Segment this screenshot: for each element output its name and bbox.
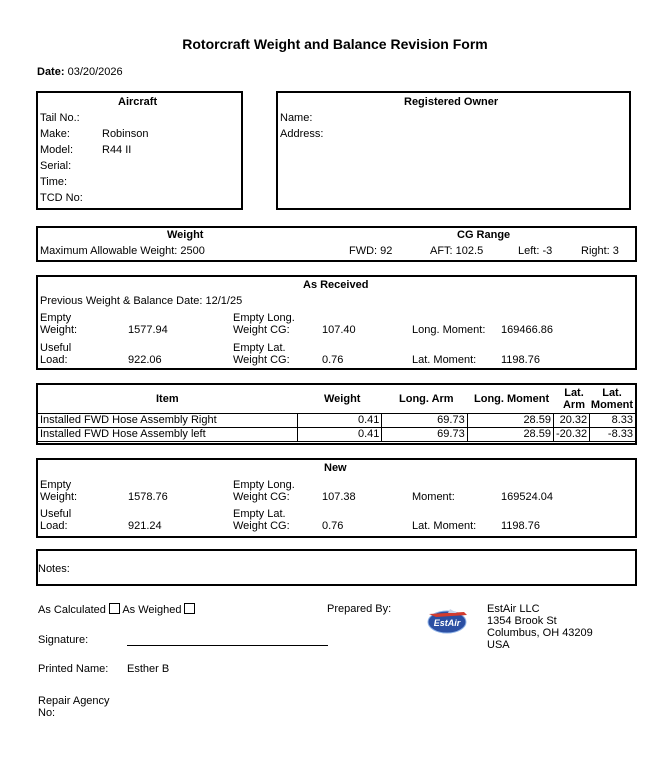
cell-item: Installed FWD Hose Assembly left xyxy=(38,428,298,442)
logo-text: EstAir xyxy=(433,618,461,628)
company-street: 1354 Brook St xyxy=(487,615,557,627)
printed-name-label: Printed Name: xyxy=(38,663,109,675)
model-value: R44 II xyxy=(102,144,132,156)
cell-lat-arm: -20.32 xyxy=(553,428,589,442)
new-empty-weight-label-2: Weight: xyxy=(40,491,78,503)
new-empty-lat-label-1: Empty Lat. xyxy=(233,508,286,520)
ar-empty-lat-label-2: Weight CG: xyxy=(233,354,290,366)
new-empty-lat-label-2: Weight CG: xyxy=(233,520,290,532)
ar-empty-lat-value: 0.76 xyxy=(322,354,344,366)
ar-empty-weight-label-1: Empty xyxy=(40,312,72,324)
new-empty-long-value: 107.38 xyxy=(322,491,356,503)
new-useful-label-2: Load: xyxy=(40,520,68,532)
weight-heading: Weight xyxy=(167,229,204,241)
table-row xyxy=(38,428,636,442)
ar-empty-weight-label xyxy=(40,312,77,336)
th-lat-arm xyxy=(558,387,590,411)
cell-weight: 0.41 xyxy=(298,414,382,428)
new-useful-label xyxy=(40,508,71,532)
company-country: USA xyxy=(487,639,510,651)
printed-name-value: Esther B xyxy=(127,663,170,675)
date-label: Date: xyxy=(37,66,65,78)
new-moment-value: 169524.04 xyxy=(501,491,553,503)
tcd-label: TCD No: xyxy=(40,192,83,204)
items-table xyxy=(37,413,636,442)
cell-long-moment: 28.59 xyxy=(467,414,553,428)
prepared-by-label: Prepared By: xyxy=(327,603,392,615)
as-weighed-checkbox[interactable] xyxy=(184,603,195,614)
th-item: Item xyxy=(156,393,179,405)
th-lat-arm-2: Arm xyxy=(562,399,585,411)
cg-fwd: FWD: 92 xyxy=(349,245,393,257)
new-lat-moment-value: 1198.76 xyxy=(501,520,540,532)
logo-plane xyxy=(448,609,457,613)
ar-useful-label-2: Load: xyxy=(40,354,68,366)
ar-empty-long-value: 107.40 xyxy=(322,324,356,336)
th-weight: Weight xyxy=(324,393,361,405)
ar-lat-moment-label: Lat. Moment: xyxy=(412,354,477,366)
ar-useful-label xyxy=(40,342,71,366)
cell-item: Installed FWD Hose Assembly Right xyxy=(38,414,298,428)
notes-box xyxy=(36,549,637,586)
th-lat-moment xyxy=(589,387,635,411)
ar-empty-lat-label-1: Empty Lat. xyxy=(233,342,286,354)
ar-empty-long-label-1: Empty Long. xyxy=(233,312,295,324)
cell-lat-moment: 8.33 xyxy=(590,414,636,428)
new-moment-label: Moment: xyxy=(412,491,455,503)
date-line xyxy=(37,66,123,78)
th-long-arm: Long. Arm xyxy=(399,393,454,405)
ar-empty-long-label xyxy=(233,312,295,336)
company-address xyxy=(487,603,593,651)
time-label: Time: xyxy=(40,176,68,188)
ar-long-moment-label: Long. Moment: xyxy=(412,324,486,336)
new-empty-lat-label xyxy=(233,508,290,532)
make-label: Make: xyxy=(40,128,70,140)
cg-left: Left: -3 xyxy=(518,245,553,257)
cell-long-arm: 69.73 xyxy=(382,428,467,442)
th-lat-moment-2: Moment xyxy=(590,399,634,411)
new-empty-weight-label-1: Empty xyxy=(40,479,72,491)
repair-agency-label-2: No: xyxy=(38,707,56,719)
new-empty-long-label xyxy=(233,479,295,503)
serial-label: Serial: xyxy=(40,160,72,172)
cg-aft: AFT: 102.5 xyxy=(430,245,484,257)
new-useful-value: 921.24 xyxy=(128,520,162,532)
as-received-heading: As Received xyxy=(303,279,369,291)
cg-range-heading: CG Range xyxy=(457,229,511,241)
new-empty-weight-value: 1578.76 xyxy=(128,491,168,503)
form-title: Rotorcraft Weight and Balance Revision Form xyxy=(182,36,488,52)
calc-weigh-options xyxy=(38,603,195,616)
new-empty-weight-label xyxy=(40,479,77,503)
aircraft-heading: Aircraft xyxy=(118,96,158,108)
new-heading: New xyxy=(324,462,347,474)
notes-label: Notes: xyxy=(38,563,70,575)
company-name: EstAir LLC xyxy=(487,603,540,615)
make-value: Robinson xyxy=(102,128,149,140)
owner-address-label: Address: xyxy=(280,128,324,140)
ar-useful-label-1: Useful xyxy=(40,342,72,354)
repair-agency-label-1: Repair Agency xyxy=(38,695,110,707)
date-value: 03/20/2026 xyxy=(67,66,123,78)
signature-line[interactable] xyxy=(127,645,328,646)
ar-empty-weight-value: 1577.94 xyxy=(128,324,168,336)
repair-agency-label xyxy=(38,695,110,719)
company-city: Columbus, OH 43209 xyxy=(487,627,593,639)
th-lat-moment-1: Lat. xyxy=(602,387,622,399)
new-empty-lat-value: 0.76 xyxy=(322,520,344,532)
tail-label: Tail No.: xyxy=(40,112,80,124)
owner-box xyxy=(276,91,631,210)
ar-useful-value: 922.06 xyxy=(128,354,162,366)
ar-empty-weight-label-2: Weight: xyxy=(40,324,78,336)
table-row xyxy=(38,414,636,428)
th-lat-arm-1: Lat. xyxy=(564,387,584,399)
new-lat-moment-label: Lat. Moment: xyxy=(412,520,477,532)
cell-lat-moment: -8.33 xyxy=(590,428,636,442)
ar-empty-lat-label xyxy=(233,342,290,366)
max-weight: Maximum Allowable Weight: 2500 xyxy=(40,245,205,257)
th-long-moment: Long. Moment xyxy=(474,393,550,405)
new-empty-long-label-1: Empty Long. xyxy=(233,479,295,491)
cell-long-arm: 69.73 xyxy=(382,414,467,428)
ar-empty-long-label-2: Weight CG: xyxy=(233,324,290,336)
cg-right: Right: 3 xyxy=(581,245,619,257)
cell-long-moment: 28.59 xyxy=(467,428,553,442)
ar-lat-moment-value: 1198.76 xyxy=(501,354,540,366)
new-empty-long-label-2: Weight CG: xyxy=(233,491,290,503)
as-calculated-label: As Calculated xyxy=(38,604,106,616)
owner-name-label: Name: xyxy=(280,112,313,124)
as-calculated-checkbox[interactable] xyxy=(109,603,120,614)
owner-heading: Registered Owner xyxy=(404,96,499,108)
new-useful-label-1: Useful xyxy=(40,508,72,520)
cell-weight: 0.41 xyxy=(298,428,382,442)
ar-long-moment-value: 169466.86 xyxy=(501,324,553,336)
company-logo xyxy=(424,606,470,636)
signature-label: Signature: xyxy=(38,634,89,646)
previous-date: Previous Weight & Balance Date: 12/1/25 xyxy=(40,295,243,307)
as-weighed-label: As Weighed xyxy=(122,604,182,616)
model-label: Model: xyxy=(40,144,74,156)
cell-lat-arm: 20.32 xyxy=(553,414,589,428)
